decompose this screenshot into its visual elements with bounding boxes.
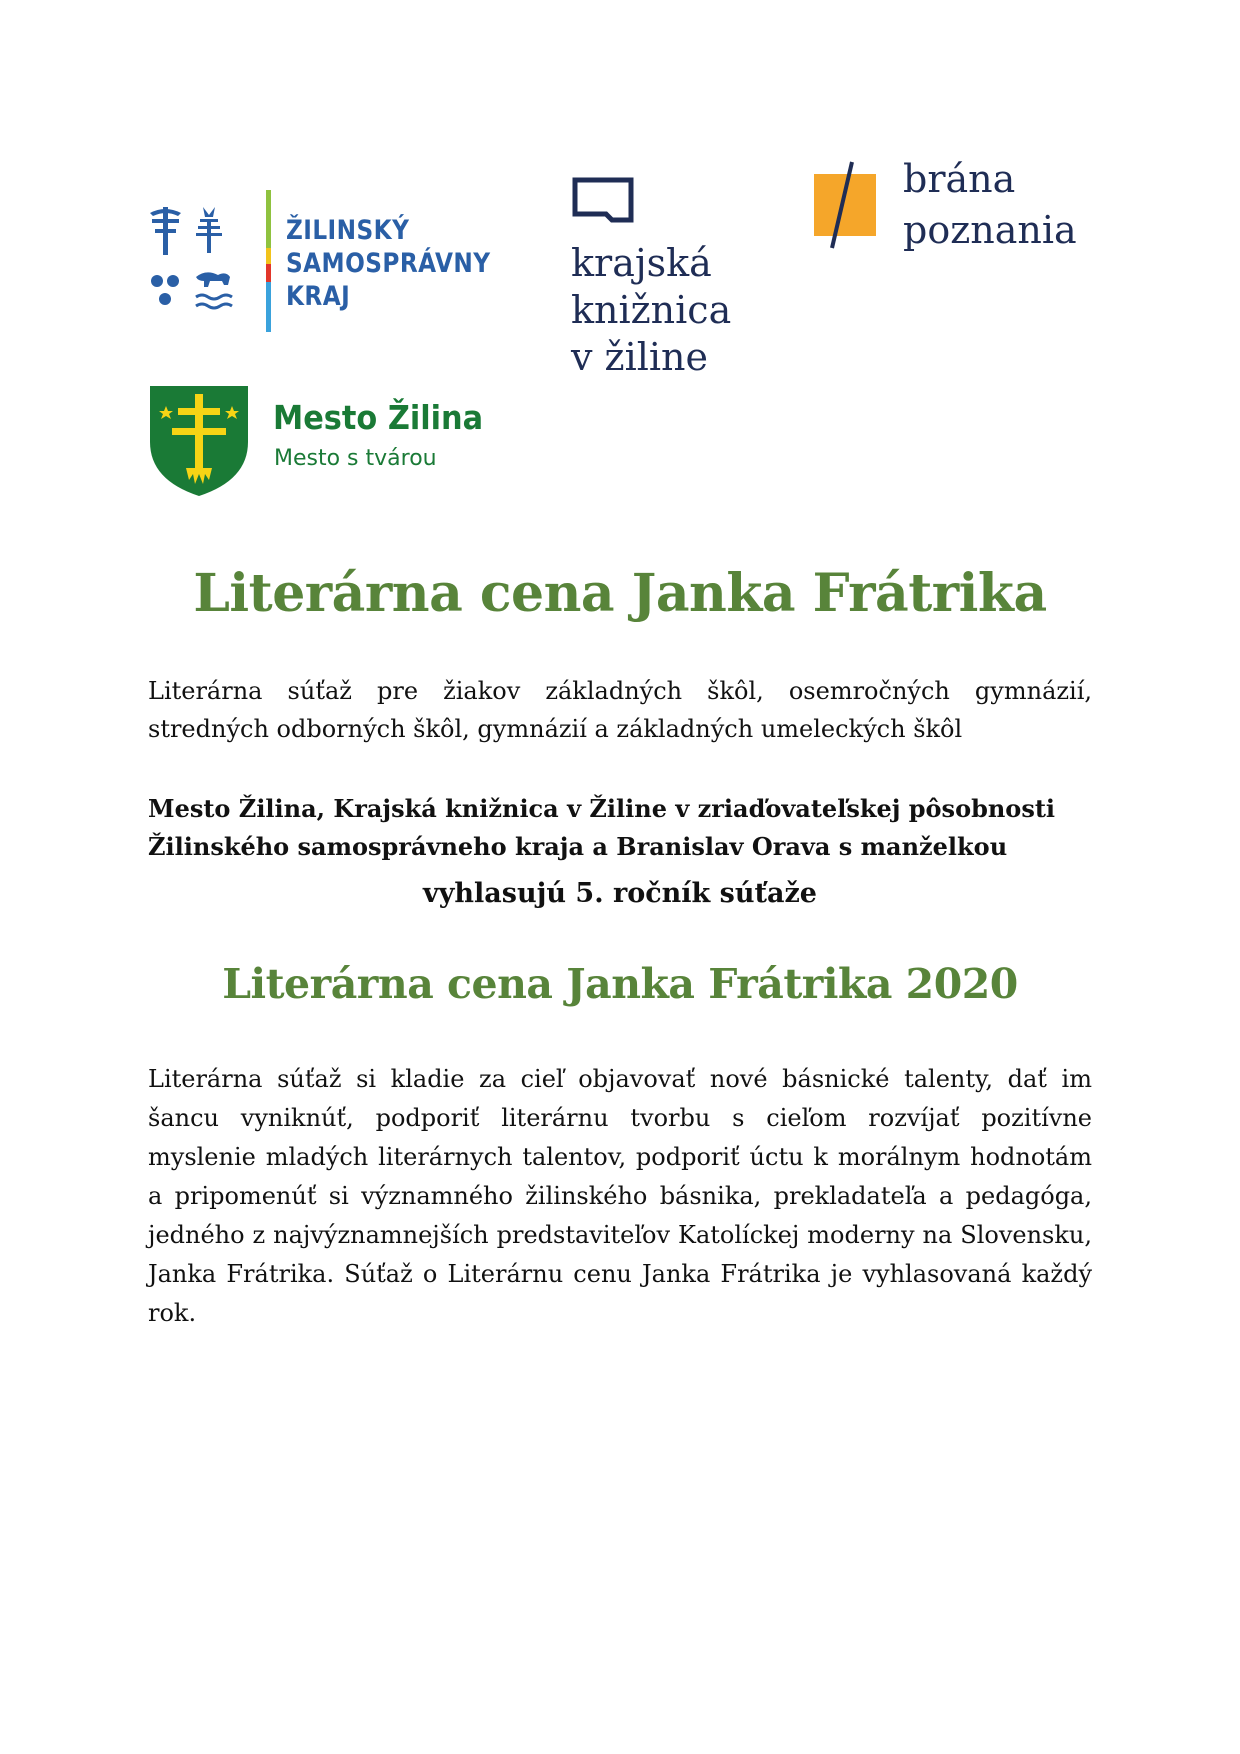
kniznica-line-3: v žiline bbox=[571, 335, 708, 379]
mesto-name: Mesto Žilina bbox=[273, 398, 484, 437]
brana-slash-icon bbox=[820, 160, 860, 250]
book-frame-icon bbox=[572, 177, 634, 223]
zsk-emblem-icon bbox=[148, 205, 250, 315]
zsk-line-2: SAMOSPRÁVNY bbox=[286, 248, 491, 279]
competition-subtitle: Literárna cena Janka Frátrika 2020 bbox=[222, 960, 1018, 1008]
brana-line-2: poznania bbox=[903, 208, 1077, 252]
intro-paragraph: Literárna súťaž pre žiakov základných škôl, osemročných gymnázií, stredných odborných škôl, gymnázií a základných umeleckých škôl bbox=[148, 677, 1092, 743]
zsk-color-bar bbox=[266, 190, 271, 332]
page-title: Literárna cena Janka Frátrika bbox=[193, 563, 1047, 624]
organizers-paragraph: Mesto Žilina, Krajská knižnica v Žiline v zriaďovateľskej pôsobnosti Žilinského samosprávneho kraja a Branislav Orava s manželkou bbox=[148, 794, 1056, 861]
announcement-line: vyhlasujú 5. ročník súťaže bbox=[423, 878, 817, 909]
kniznica-line-1: krajská bbox=[571, 241, 712, 285]
kniznica-line-2: knižnica bbox=[571, 288, 732, 332]
zsk-line-3: KRAJ bbox=[286, 281, 351, 312]
zilina-shield-icon bbox=[148, 384, 250, 498]
mesto-tagline: Mesto s tvárou bbox=[274, 446, 437, 471]
body-paragraph: Literárna súťaž si kladie za cieľ objavovať nové básnické talenty, dať im šancu vyniknúť, podporiť literárnu tvorbu s cieľom rozvíjať pozitívne myslenie mladých literárnych talentov, podporiť úctu k morálnym hodnotám a pripomenúť si významného žilinského básnika, prekladateľa a pedagóga, jedného z najvýznamnejších predstaviteľov Katolíckej moderny na Slovensku, Janka Frátrika. Súťaž o Literárnu cenu Janka Frátrika je vyhlasovaná každý rok. bbox=[148, 1065, 1092, 1327]
brana-line-1: brána bbox=[903, 157, 1016, 201]
kniznica-logo-text bbox=[571, 240, 731, 381]
zsk-line-1: ŽILINSKÝ bbox=[286, 215, 410, 246]
zsk-logo-text bbox=[286, 214, 491, 313]
brana-logo-text bbox=[903, 154, 1077, 256]
